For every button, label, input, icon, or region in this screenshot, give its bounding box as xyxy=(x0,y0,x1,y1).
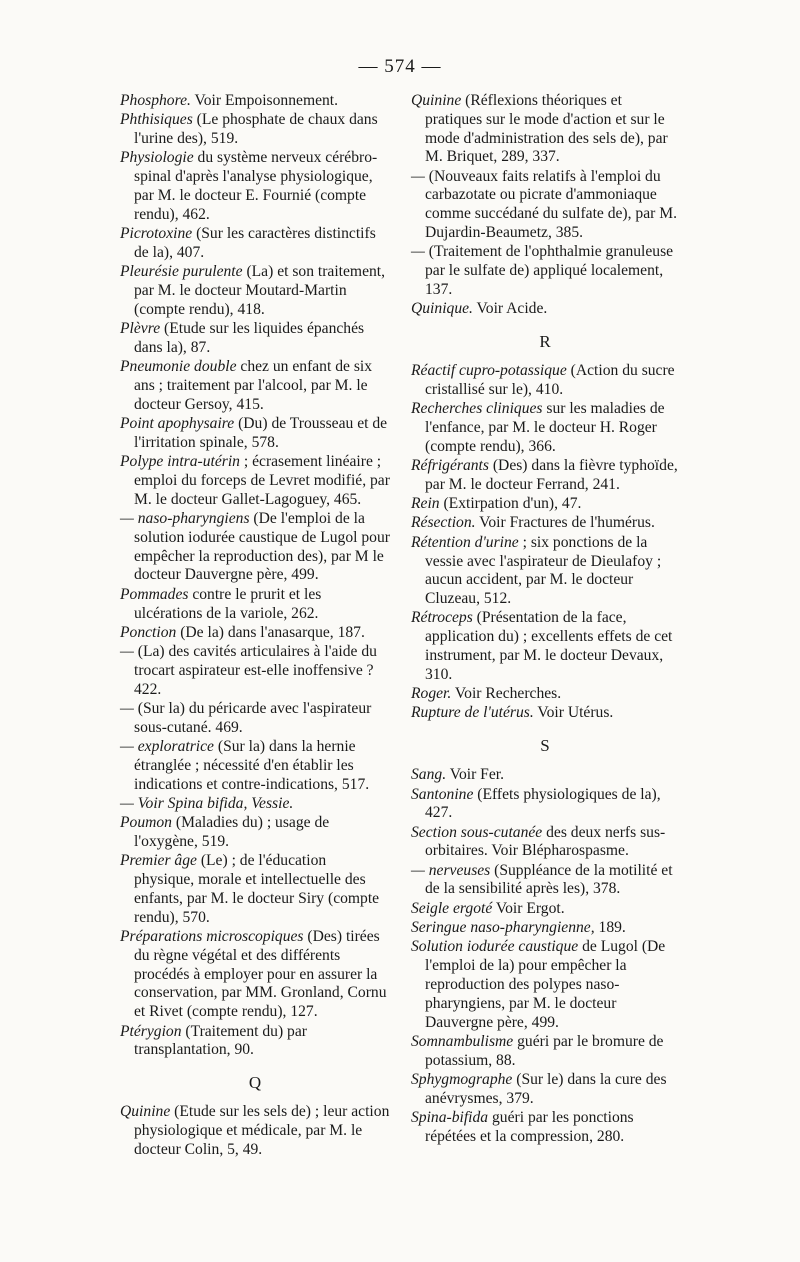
entry-text: de Lugol (De l'emploi de la) pour empêcher la reproduction des polypes naso-pharyngiens, par M. le docteur Dauvergne père, 499. xyxy=(425,938,666,1031)
section-letter-r: R xyxy=(539,332,551,352)
entry-text: sur les maladies de l'enfance, par M. le docteur H. Roger (compte rendu), 366. xyxy=(425,400,665,455)
index-entry xyxy=(120,643,390,699)
entry-heading: Préparations microscopiques xyxy=(120,928,304,946)
index-entry xyxy=(411,1109,679,1147)
entry-text: (Etude sur les liquides épanchés dans la), 87. xyxy=(134,320,365,356)
entry-heading: Sang. xyxy=(411,766,447,784)
entry-text: (Du) de Trousseau et de l'irritation spinale, 578. xyxy=(134,415,388,451)
index-entry xyxy=(120,510,390,585)
entry-heading: Physiologie xyxy=(120,149,194,167)
entry-text: (Traitement du) par transplantation, 90. xyxy=(134,1022,307,1059)
entry-text: (Le) ; de l'éducation physique, morale et intellectuelle des enfants, par M. le docteur Siry (compte rendu), 570. xyxy=(134,852,380,926)
entry-text: Voir Fractures de l'humérus. xyxy=(475,514,655,532)
entry-text: (Le phosphate de chaux dans l'urine des), 519. xyxy=(134,111,378,148)
index-entry xyxy=(120,320,390,358)
index-entry xyxy=(120,852,390,927)
index-entry xyxy=(411,900,679,919)
entry-text: guéri par les ponctions répétées et la compression, 280. xyxy=(425,1109,634,1145)
entry-heading: — xyxy=(411,167,425,185)
entry-heading: Spina-bifida xyxy=(411,1109,489,1127)
entry-heading: — xyxy=(411,243,425,261)
index-entries-s xyxy=(411,766,679,1146)
entry-heading: Pommades xyxy=(120,585,189,603)
entry-heading: Quinine xyxy=(411,92,462,109)
index-entry xyxy=(120,453,390,509)
entry-text: (Traitement de l'ophthalmie granuleuse par le sulfate de) appliqué localement, 137. xyxy=(424,243,674,298)
index-entry xyxy=(120,700,390,738)
entry-heading: Premier âge xyxy=(120,852,197,870)
index-entry xyxy=(411,824,679,862)
index-entry xyxy=(411,243,679,299)
entry-text: (Réflexions théoriques et pratiques sur le mode d'action et sur le mode d'administration des sels de), par M. Briquet, 289, 337. xyxy=(425,92,668,166)
entry-text: (Présentation de la face, application du) ; excellents effets de cet instrument, par M. le docteur Devaux, 310. xyxy=(425,609,673,683)
entry-text: (De la) dans l'anasarque, 187. xyxy=(176,623,365,641)
index-entry xyxy=(411,92,679,167)
index-entry xyxy=(120,225,390,263)
entry-heading: Rétention d'urine xyxy=(411,533,519,551)
index-entry xyxy=(120,738,390,794)
entry-heading: Pneumonie double xyxy=(120,358,237,376)
entry-text: (Effets physiologiques de la), 427. xyxy=(425,785,661,822)
entry-heading: Santonine xyxy=(411,785,474,803)
entry-text: Voir Acide. xyxy=(472,300,548,318)
entry-heading: — naso-pharyngiens xyxy=(120,510,250,528)
entry-text: (La) et son traitement, par M. le docteur Moutard-Martin (compte rendu), 418. xyxy=(134,263,386,318)
entry-heading: Résection. xyxy=(411,514,476,532)
entry-text: du système nerveux cérébro-spinal d'après l'analyse physiologique, par M. le docteur E. Fournié (compte rendu), 462. xyxy=(134,149,378,223)
entry-text: (Sur les caractères distinctifs de la), 407. xyxy=(134,225,376,261)
entry-text: (Extirpation d'un), 47. xyxy=(439,495,582,513)
entry-heading: Pleurésie purulente xyxy=(120,263,243,281)
entry-heading: Point apophysaire xyxy=(120,415,235,433)
entry-heading: Solution iodurée caustique xyxy=(411,938,579,956)
entry-heading: Somnambulisme xyxy=(411,1032,514,1050)
index-entry xyxy=(411,938,679,1032)
entry-text: ; écrasement linéaire ; emploi du forceps de Levret modifié, par M. le docteur Gallet-Lagoguey, 465. xyxy=(134,453,390,508)
index-entry xyxy=(120,795,390,814)
entry-heading: — exploratrice xyxy=(120,738,214,756)
entry-text: Voir Fer. xyxy=(446,766,505,784)
index-entry xyxy=(411,704,679,723)
entry-heading: Phthisiques xyxy=(120,111,193,129)
entry-heading: Seigle ergoté xyxy=(411,899,493,917)
entry-text: 189. xyxy=(594,919,626,937)
entry-text: ; six ponctions de la vessie avec l'aspirateur de Dieulafoy ; aucun accident, par M. le docteur Cluzeau, 512. xyxy=(425,533,662,608)
entry-heading: Picrotoxine xyxy=(120,225,193,243)
entry-text: Voir Ergot. xyxy=(492,899,565,917)
entry-heading: Recherches cliniques xyxy=(411,400,543,418)
index-entry xyxy=(411,862,679,900)
index-entry xyxy=(120,358,390,414)
entry-heading: Réfrigérants xyxy=(411,457,489,475)
entry-heading: Sphygmographe xyxy=(411,1070,513,1088)
entry-heading: Quinique. xyxy=(411,300,473,318)
page-number: — 574 — xyxy=(358,56,442,77)
entry-text: contre le prurit et les ulcérations de la variole, 262. xyxy=(134,585,322,622)
entry-heading: Ptérygion xyxy=(120,1022,182,1040)
entry-text: Voir Utérus. xyxy=(533,704,614,722)
entry-heading: Quinine xyxy=(120,1103,171,1121)
index-entries-p xyxy=(120,92,390,1060)
index-entry xyxy=(411,1033,679,1071)
index-entry xyxy=(411,362,679,400)
entry-heading: — Voir Spina bifida, Vessie. xyxy=(120,794,294,812)
index-entry xyxy=(120,928,390,1022)
index-entry xyxy=(411,609,679,684)
index-entries-q-right xyxy=(411,92,679,319)
index-entry xyxy=(411,514,679,533)
entry-text: (Etude sur les sels de) ; leur action physiologique et médicale, par M. le docteur Colin, 5, 49. xyxy=(134,1103,390,1158)
index-entry xyxy=(120,586,390,624)
left-column xyxy=(120,92,390,1160)
entry-text: Voir Empoisonnement. xyxy=(190,92,339,109)
entry-heading: Rétroceps xyxy=(411,609,473,627)
index-entry xyxy=(411,534,679,609)
entry-text: (Action du sucre cristallisé sur le), 410. xyxy=(425,362,675,398)
entry-text: (Des) tirées du règne végétal et des différents procédés à employer pour en assurer la conservation, par MM. Gronland, Cornu et Rivet (compte rendu), 127. xyxy=(134,928,387,1021)
index-entry xyxy=(411,786,679,824)
entry-text: Voir Recherches. xyxy=(451,685,562,703)
entry-text: (Sur le) dans la cure des anévrysmes, 379. xyxy=(425,1070,667,1107)
index-entry xyxy=(411,400,679,456)
entry-text: (La) des cavités articulaires à l'aide du trocart aspirateur est-elle inoffensive ? 422. xyxy=(133,643,377,698)
index-entries-q-left xyxy=(120,1103,390,1159)
entry-heading: — nerveuses xyxy=(411,861,491,879)
entry-heading: Rein xyxy=(411,495,440,513)
entry-heading: — xyxy=(120,700,134,717)
index-entry xyxy=(120,111,390,149)
entry-heading: Seringue naso-pharyngienne, xyxy=(411,919,595,937)
entry-heading: Rupture de l'utérus. xyxy=(411,704,534,722)
entry-heading: Roger. xyxy=(411,685,452,703)
entry-heading: Plèvre xyxy=(120,320,161,338)
index-entry xyxy=(411,457,679,495)
index-entry xyxy=(411,919,679,938)
entry-text: (Suppléance de la motilité et de la sensibilité après les), 378. xyxy=(425,861,673,898)
entry-text: (Maladies du) ; usage de l'oxygène, 519. xyxy=(134,814,330,851)
index-entry xyxy=(120,624,390,643)
entry-heading: Section sous-cutanée xyxy=(411,823,543,841)
index-entry xyxy=(120,415,390,453)
index-entries-r xyxy=(411,362,679,723)
entry-text: chez un enfant de six ans ; traitement par l'alcool, par M. le docteur Gersoy, 415. xyxy=(134,358,373,413)
index-entry xyxy=(411,495,679,514)
index-entry xyxy=(411,1071,679,1109)
entry-text: (Sur la) dans la hernie étranglée ; nécessité d'en établir les indications et contre-indications, 517. xyxy=(134,738,370,793)
index-entry xyxy=(120,814,390,852)
section-letter-s: S xyxy=(540,736,550,756)
index-entry xyxy=(120,149,390,224)
entry-heading: — xyxy=(120,643,134,661)
index-entry xyxy=(411,685,679,704)
entry-heading: Polype intra-utérin xyxy=(120,453,240,471)
entry-text: guéri par le bromure de potassium, 88. xyxy=(425,1032,664,1069)
entry-text: (De l'emploi de la solution iodurée caustique de Lugol pour empêcher la reproduction des), par M le docteur Dauvergne père, 499. xyxy=(134,510,390,584)
entry-text: (Sur la) du péricarde avec l'aspirateur sous-cutané. 469. xyxy=(133,700,372,736)
index-entry xyxy=(120,1103,390,1159)
entry-text: (Des) dans la fièvre typhoïde, par M. le docteur Ferrand, 241. xyxy=(425,457,678,493)
index-entry xyxy=(120,92,390,111)
entry-heading: Poumon xyxy=(120,814,172,832)
index-entry xyxy=(411,766,679,785)
index-entry xyxy=(120,263,390,319)
index-entry xyxy=(411,168,679,243)
entry-heading: Ponction xyxy=(120,623,177,641)
index-entry xyxy=(120,1023,390,1061)
right-column xyxy=(411,92,679,1147)
entry-heading: Phosphore. xyxy=(120,92,191,109)
index-entry xyxy=(411,300,679,319)
section-letter-q: Q xyxy=(248,1073,262,1093)
entry-heading: Réactif cupro-potassique xyxy=(411,362,567,380)
entry-text: (Nouveaux faits relatifs à l'emploi du carbazotate ou picrate d'ammoniaque comme succédané du sulfate de), par M. Dujardin-Beaumetz, 385. xyxy=(424,167,677,242)
entry-text: des deux nerfs sus-orbitaires. Voir Blépharospasme. xyxy=(425,823,666,860)
